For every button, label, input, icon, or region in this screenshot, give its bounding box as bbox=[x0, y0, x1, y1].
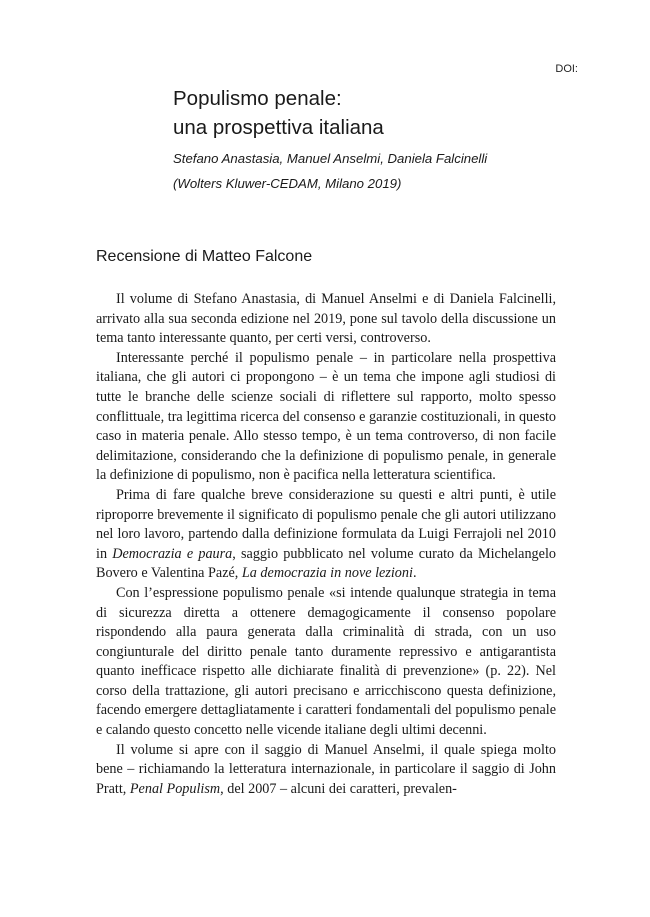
paragraph-5-text-c: , del 2007 – alcuni dei caratteri, prevalen- bbox=[220, 780, 457, 797]
paragraph-5 bbox=[96, 741, 556, 800]
review-body bbox=[96, 290, 556, 799]
book-title bbox=[173, 84, 593, 142]
paragraph-3-text-e: . bbox=[412, 565, 417, 582]
paragraph-5-text-a: Il volume si apre con il saggio di Manuel Anselmi, il quale spiega molto bene – richiamando la letteratura internazionale, in particolare il saggio di John Pratt, bbox=[96, 741, 556, 797]
cited-work-democrazia-e-paura: Democrazia e paura bbox=[112, 545, 233, 562]
paragraph-1: Il volume di Stefano Anastasia, di Manuel Anselmi e di Daniela Falcinelli, arrivato alla sua seconda edizione nel 2019, pone sul tavolo della discussione un tema tanto interessante quanto, per certi versi, controverso. bbox=[96, 291, 556, 347]
book-publisher: (Wolters Kluwer-CEDAM, Milano 2019) bbox=[173, 176, 402, 191]
book-title-line-2: una prospettiva italiana bbox=[173, 116, 384, 139]
cited-work-penal-populism: Penal Populism bbox=[129, 780, 221, 797]
review-heading: Recensione di Matteo Falcone bbox=[96, 248, 313, 265]
paragraph-3-text-a: Prima di fare qualche breve considerazione su questi e altri punti, è utile riproporre brevemente il significato di populismo penale che gli autori utilizzano nel loro lavoro, partendo dalla definizione formulata da Luigi Ferrajoli nel 2010 in bbox=[96, 486, 556, 562]
paragraph-3-text-c: , saggio pubblicato nel volume curato da Michelangelo Bovero e Valentina Pazé, bbox=[96, 545, 556, 582]
doi-label: DOI: bbox=[555, 63, 578, 75]
cited-work-la-democrazia-in-nove-lezioni: La democrazia in nove lezioni bbox=[241, 565, 413, 582]
paragraph-2: Interessante perché il populismo penale – in particolare nella prospettiva italiana, che gli autori ci propongono – è un tema che impone agli studiosi di tutte le branche delle scienze sociali di riflettere sul rapporto, molto spesso conflittuale, tra legittima ricerca del consenso e garanzie costituzionali, in questo caso in materia penale. Allo stesso tempo, è un tema controverso, di non facile delimitazione, considerando che la definizione di populismo penale, in generale la definizione di populismo, non è pacifica nella letteratura scientifica. bbox=[96, 349, 556, 484]
book-authors: Stefano Anastasia, Manuel Anselmi, Daniela Falcinelli bbox=[173, 151, 488, 166]
book-title-line-1: Populismo penale: bbox=[173, 87, 342, 110]
paragraph-4: Con l’espressione populismo penale «si intende qualunque strategia in tema di sicurezza diretta a ottenere demagogicamente il consenso popolare rispondendo alla paura generata dalla criminalità di strada, con un uso congiunturale del diritto penale tanto duramente repressivo e antigarantista quanto inefficace rispetto alle dichiarate finalità di prevenzione» (p. 22). Nel corso della trattazione, gli autori precisano e arricchiscono questa definizione, facendo emergere dettagliatamente i caratteri fondamentali del populismo penale e calando questo concetto nelle vicende italiane degli ultimi decenni. bbox=[96, 584, 556, 739]
paragraph-3 bbox=[96, 486, 556, 584]
book-header bbox=[173, 84, 593, 195]
